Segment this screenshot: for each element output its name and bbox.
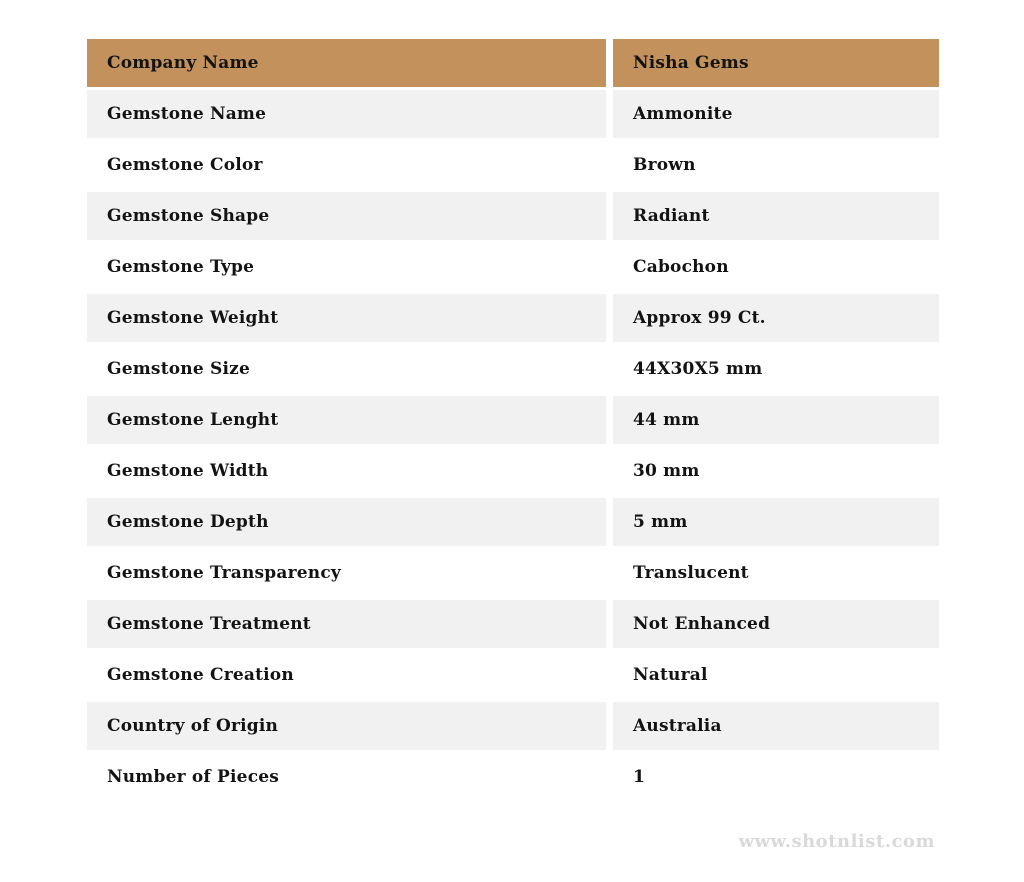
header-label-cell: Company Name <box>87 39 606 87</box>
row-value-cell: Approx 99 Ct. <box>613 294 939 342</box>
row-label-cell: Number of Pieces <box>87 753 606 801</box>
row-value-cell: 30 mm <box>613 447 939 495</box>
row-value-cell: Brown <box>613 141 939 189</box>
table-row <box>87 90 939 138</box>
table-row <box>87 396 939 444</box>
table-row <box>87 600 939 648</box>
row-value-cell: Australia <box>613 702 939 750</box>
row-value-cell: Cabochon <box>613 243 939 291</box>
table-row <box>87 702 939 750</box>
row-label-cell: Gemstone Size <box>87 345 606 393</box>
row-label-cell: Gemstone Shape <box>87 192 606 240</box>
row-value-cell: Natural <box>613 651 939 699</box>
row-value-cell: 44X30X5 mm <box>613 345 939 393</box>
row-value-cell: 5 mm <box>613 498 939 546</box>
header-value-cell: Nisha Gems <box>613 39 939 87</box>
row-value-cell: 1 <box>613 753 939 801</box>
table-row <box>87 753 939 801</box>
row-label-cell: Gemstone Lenght <box>87 396 606 444</box>
row-value-cell: Translucent <box>613 549 939 597</box>
table-row <box>87 498 939 546</box>
row-label-cell: Gemstone Depth <box>87 498 606 546</box>
row-label-cell: Gemstone Creation <box>87 651 606 699</box>
row-label-cell: Gemstone Color <box>87 141 606 189</box>
table-row <box>87 141 939 189</box>
table-row <box>87 447 939 495</box>
row-label-cell: Gemstone Width <box>87 447 606 495</box>
table-header-row <box>87 39 939 87</box>
row-value-cell: 44 mm <box>613 396 939 444</box>
row-label-cell: Gemstone Name <box>87 90 606 138</box>
table-row <box>87 192 939 240</box>
table-row <box>87 294 939 342</box>
table-row <box>87 549 939 597</box>
table-row <box>87 345 939 393</box>
watermark: www.shotnlist.com <box>738 831 935 852</box>
row-label-cell: Country of Origin <box>87 702 606 750</box>
row-value-cell: Not Enhanced <box>613 600 939 648</box>
gemstone-spec-table <box>87 39 939 804</box>
row-value-cell: Ammonite <box>613 90 939 138</box>
row-label-cell: Gemstone Treatment <box>87 600 606 648</box>
row-label-cell: Gemstone Weight <box>87 294 606 342</box>
table-row <box>87 651 939 699</box>
row-label-cell: Gemstone Type <box>87 243 606 291</box>
row-label-cell: Gemstone Transparency <box>87 549 606 597</box>
table-row <box>87 243 939 291</box>
row-value-cell: Radiant <box>613 192 939 240</box>
